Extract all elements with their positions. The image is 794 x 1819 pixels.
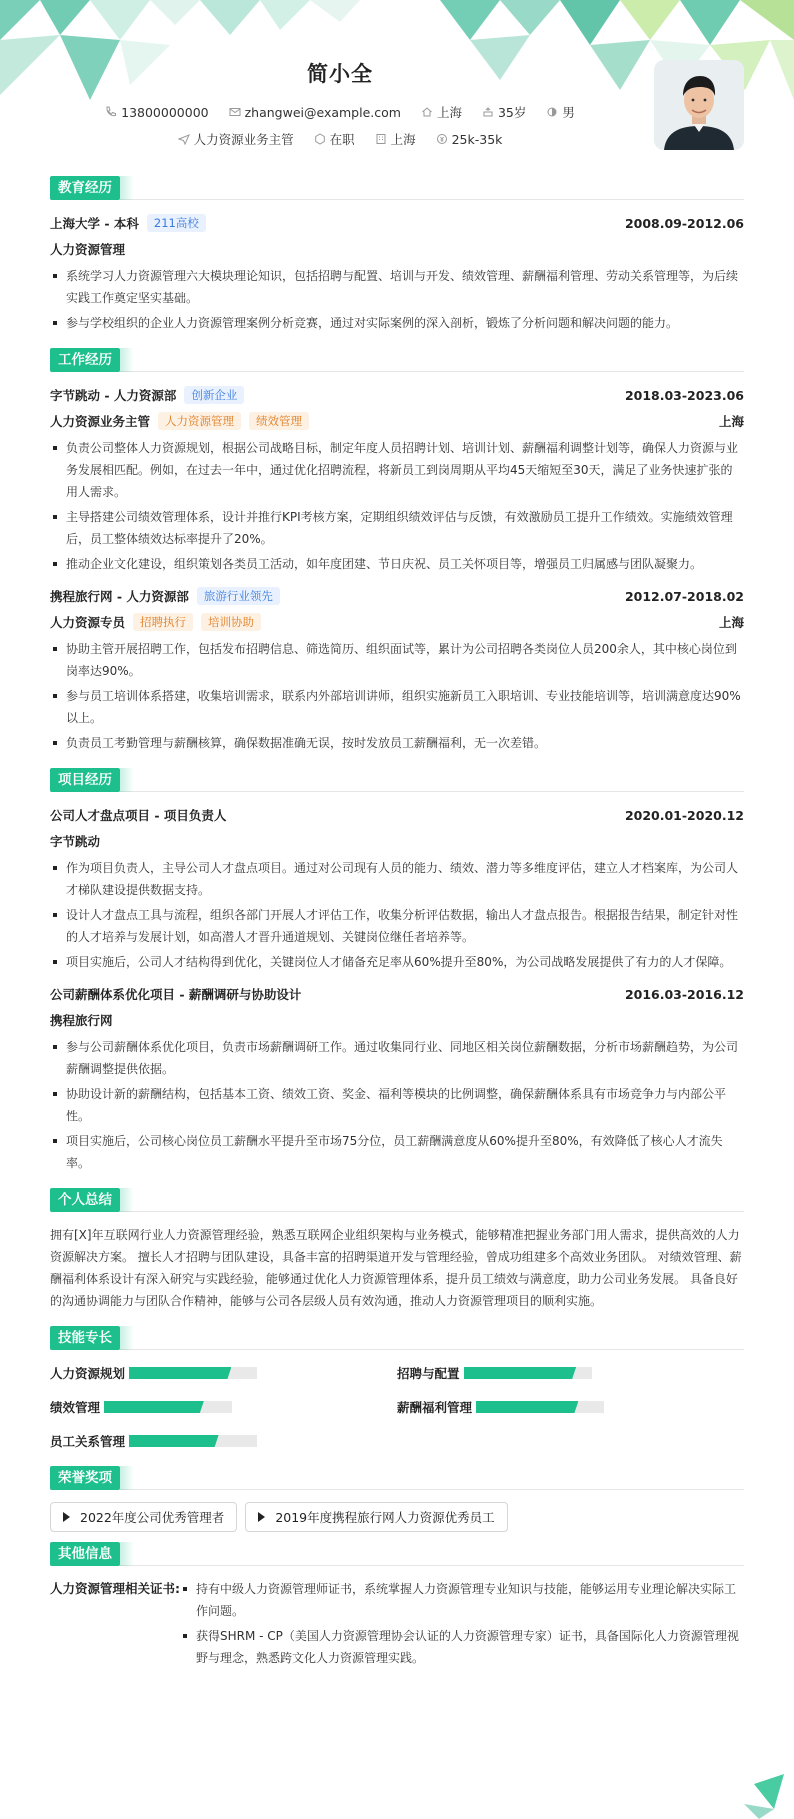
project-company: 字节跳动 (50, 834, 101, 849)
email-icon (229, 106, 241, 118)
skill-level-fill (476, 1401, 578, 1413)
school-tag: 211高校 (147, 214, 206, 232)
skill-level-fill (464, 1367, 577, 1379)
skill-item (397, 1356, 744, 1390)
skill-level-fill (129, 1435, 219, 1447)
major: 人力资源管理 (50, 242, 126, 257)
work-city: 上海 (718, 414, 744, 429)
education-bullets (50, 265, 744, 334)
building-icon (375, 133, 387, 145)
list-item: 设计人才盘点工具与流程，组织各部门开展人才评估工作，收集分析评估数据，输出人才盘点报告。根据报告结果，制定针对性的人才培养与发展计划，如高潜人才晋升通道规划、关键岗位继任者培养等。 (50, 904, 744, 948)
list-item: 推动企业文化建设，组织策划各类员工活动，如年度团建、节日庆祝、员工关怀项目等，增强员工归属感与团队凝聚力。 (50, 553, 744, 575)
skill-name: 薪酬福利管理 (397, 1400, 473, 1415)
project-name: 公司人才盘点项目 - 项目负责人 (50, 808, 227, 823)
skill-level-bar (104, 1401, 232, 1413)
cake-icon (482, 106, 494, 118)
list-item: 项目实施后，公司人才结构得到优化，关键岗位人才储备充足率从60%提升至80%，为公司战略发展提供了有力的人才保障。 (50, 951, 744, 973)
play-icon (63, 1512, 70, 1522)
age-info: 35岁 (482, 103, 526, 121)
skill-level-fill (129, 1367, 231, 1379)
other-section (50, 1542, 744, 1672)
work-bullets (50, 437, 744, 575)
company-tag: 创新企业 (184, 386, 244, 404)
project-entry (50, 983, 744, 1174)
target-position-info: 人力资源业务主管 (178, 130, 294, 148)
work-bullets (50, 638, 744, 754)
list-item: 参与公司薪酬体系优化项目，负责市场薪酬调研工作。通过收集同行业、同地区相关岗位薪酬数据，分析市场薪酬趋势，为公司薪酬调整提供依据。 (50, 1036, 744, 1080)
location-info: 上海 (421, 103, 462, 121)
other-title: 其他信息 (50, 1542, 120, 1566)
summary-title: 个人总结 (50, 1188, 120, 1212)
skill-level-bar (129, 1435, 257, 1447)
other-info (50, 1578, 744, 1672)
status-info: 在职 (314, 130, 355, 148)
work-period: 2018.03-2023.06 (624, 387, 744, 403)
certificate-label: 人力资源管理相关证书: (50, 1581, 180, 1596)
list-item: 协助主管开展招聘工作，包括发布招聘信息、筛选简历、组织面试等，累计为公司招聘各类岗位人员200余人，其中核心岗位到岗率达90%。 (50, 638, 744, 682)
skill-level-bar (464, 1367, 592, 1379)
work-section (50, 348, 744, 754)
certificate-bullets (180, 1578, 744, 1672)
project-entry (50, 804, 744, 973)
list-item: 参与员工培训体系搭建，收集培训需求，联系内外部培训讲师，组织实施新员工入职培训、专业技能培训等，培训满意度达90%以上。 (50, 685, 744, 729)
work-title: 工作经历 (50, 348, 120, 372)
awards-title: 荣誉奖项 (50, 1466, 120, 1490)
education-title: 教育经历 (50, 176, 120, 200)
skill-level-fill (104, 1401, 204, 1413)
phone-info: 13800000000 (105, 105, 208, 120)
education-period: 2008.09-2012.06 (624, 215, 744, 231)
target-city-info: 上海 (375, 130, 416, 148)
list-item: 获得SHRM - CP（美国人力资源管理协会认证的人力资源管理专家）证书，具备国际化人力资源管理视野与理念，熟悉跨文化人力资源管理实践。 (180, 1625, 744, 1669)
school-name: 上海大学 - 本科 (50, 216, 139, 231)
skills-title: 技能专长 (50, 1326, 120, 1350)
project-bullets (50, 1036, 744, 1174)
contact-info-row (50, 103, 630, 121)
phone-icon (105, 106, 117, 118)
hexagon-icon (314, 133, 326, 145)
gender-icon (546, 106, 558, 118)
award-item: 2019年度携程旅行网人力资源优秀员工 (245, 1502, 507, 1532)
skill-tag: 绩效管理 (249, 412, 309, 430)
list-item: 参与学校组织的企业人力资源管理案例分析竞赛，通过对实际案例的深入剖析，锻炼了分析问题和解决问题的能力。 (50, 312, 744, 334)
work-period: 2012.07-2018.02 (624, 588, 744, 604)
award-item: 2022年度公司优秀管理者 (50, 1502, 237, 1532)
email-info: zhangwei@example.com (229, 105, 401, 120)
skill-name: 绩效管理 (50, 1400, 101, 1415)
job-intent-row (50, 130, 630, 148)
work-entry (50, 585, 744, 754)
education-section (50, 176, 744, 334)
project-name: 公司薪酬体系优化项目 - 薪酬调研与协助设计 (50, 987, 302, 1002)
awards-section (50, 1466, 744, 1532)
education-entry (50, 212, 744, 334)
skills-list (50, 1356, 744, 1458)
resume-header (50, 0, 744, 168)
send-icon (178, 133, 190, 145)
company-name: 字节跳动 - 人力资源部 (50, 388, 177, 403)
skill-item (50, 1390, 397, 1424)
work-entry (50, 384, 744, 575)
projects-section (50, 768, 744, 1174)
skill-item (50, 1356, 397, 1390)
project-company: 携程旅行网 (50, 1013, 113, 1028)
project-period: 2016.03-2016.12 (624, 986, 744, 1002)
home-icon (421, 106, 433, 118)
play-icon (258, 1512, 265, 1522)
list-item: 负责公司整体人力资源规划，根据公司战略目标，制定年度人员招聘计划、培训计划、薪酬福利调整计划等，确保人力资源与业务发展相匹配。例如，在过去一年中，通过优化招聘流程，将新员工到岗周期从平均45天缩短至30天，满足了业务快速扩张的用人需求。 (50, 437, 744, 503)
projects-title: 项目经历 (50, 768, 120, 792)
job-title: 人力资源专员 (50, 615, 126, 630)
skill-name: 招聘与配置 (397, 1366, 460, 1381)
corner-triangle-pattern (734, 1759, 794, 1819)
project-bullets (50, 857, 744, 973)
skill-tag: 培训协助 (201, 613, 261, 631)
candidate-name: 简小全 (307, 62, 373, 86)
avatar (654, 60, 744, 150)
skill-item (397, 1390, 744, 1424)
job-title: 人力资源业务主管 (50, 414, 151, 429)
work-city: 上海 (718, 615, 744, 630)
skill-level-bar (476, 1401, 604, 1413)
summary-text: 拥有[X]年互联网行业人力资源管理经验，熟悉互联网企业组织架构与业务模式，能够精准把握业务部门用人需求，提供高效的人力资源解决方案。 擅长人才招聘与团队建设，具备丰富的招聘渠道开发与管理经验，曾成功组建多个高效业务团队。 对绩效管理、薪酬福利体系设计有深入研究与实践经验，能够通过优化人力资源管理体系，提升员工绩效与满意度，助力公司业务发展。 具备良好的沟通协调能力与团队合作精神，能够与公司各层级人员有效沟通，推动人力资源管理项目的顺利实施。 (50, 1228, 742, 1308)
gender-info: 男 (546, 103, 575, 121)
list-item: 作为项目负责人，主导公司人才盘点项目。通过对公司现有人员的能力、绩效、潜力等多维度评估，建立人才档案库，为公司人才梯队建设提供数据支持。 (50, 857, 744, 901)
skill-tag: 人力资源管理 (158, 412, 241, 430)
list-item: 负责员工考勤管理与薪酬核算，确保数据准确无误，按时发放员工薪酬福利，无一次差错。 (50, 732, 744, 754)
list-item: 项目实施后，公司核心岗位员工薪酬水平提升至市场75分位，员工薪酬满意度从60%提升至80%，有效降低了核心人才流失率。 (50, 1130, 744, 1174)
skill-level-bar (129, 1367, 257, 1379)
list-item: 系统学习人力资源管理六大模块理论知识，包括招聘与配置、培训与开发、绩效管理、薪酬福利管理、劳动关系管理等，为后续实践工作奠定坚实基础。 (50, 265, 744, 309)
list-item: 主导搭建公司绩效管理体系，设计并推行KPI考核方案，定期组织绩效评估与反馈，有效激励员工提升工作绩效。实施绩效管理后，员工整体绩效达标率提升了20%。 (50, 506, 744, 550)
company-tag: 旅游行业领先 (197, 587, 280, 605)
skill-item (50, 1424, 397, 1458)
project-period: 2020.01-2020.12 (624, 807, 744, 823)
awards-list (50, 1502, 744, 1532)
money-icon (436, 133, 448, 145)
skill-name: 人力资源规划 (50, 1366, 126, 1381)
summary-section (50, 1188, 744, 1312)
list-item: 持有中级人力资源管理师证书，系统掌握人力资源管理专业知识与技能，能够运用专业理论解决实际工作问题。 (180, 1578, 744, 1622)
company-name: 携程旅行网 - 人力资源部 (50, 589, 189, 604)
list-item: 协助设计新的薪酬结构，包括基本工资、绩效工资、奖金、福利等模块的比例调整，确保薪酬体系具有市场竞争力与内部公平性。 (50, 1083, 744, 1127)
portrait-photo (654, 60, 744, 150)
skill-name: 员工关系管理 (50, 1434, 126, 1449)
salary-info: 25k-35k (436, 132, 503, 147)
skills-section (50, 1326, 744, 1458)
skill-tag: 招聘执行 (133, 613, 193, 631)
